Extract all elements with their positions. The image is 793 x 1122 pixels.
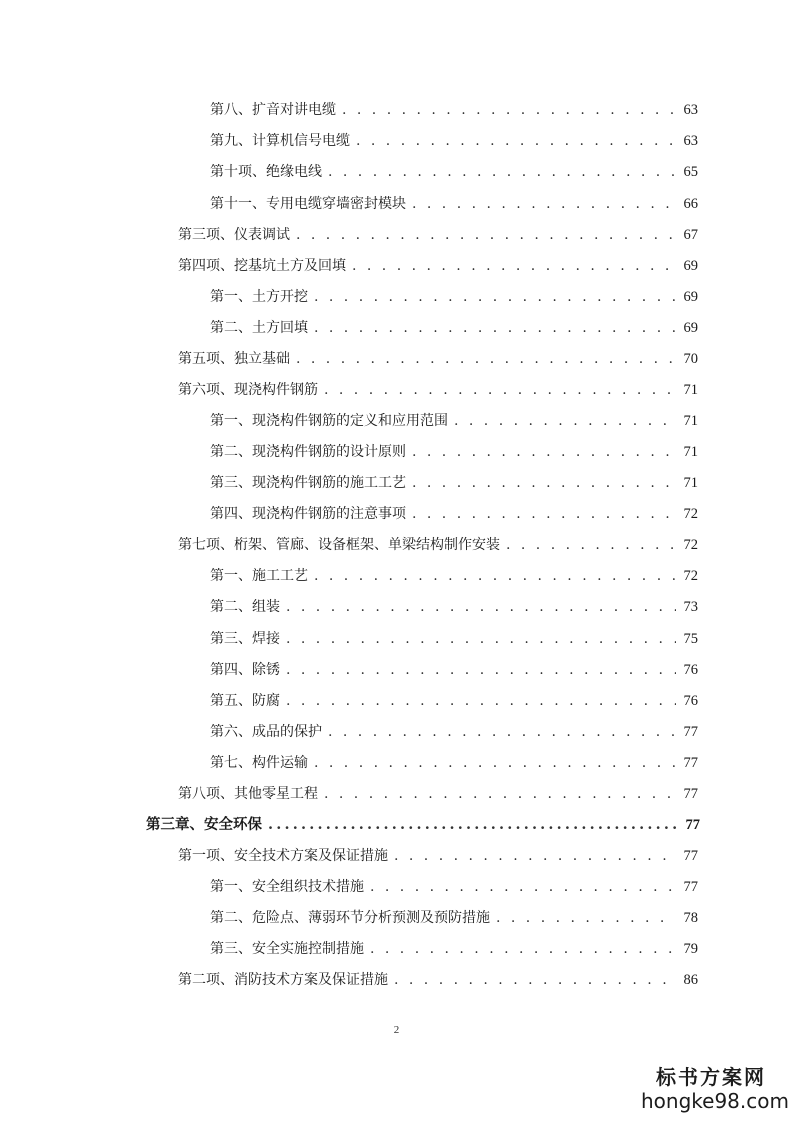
toc-entry-page: 75 bbox=[683, 631, 698, 647]
dot-leader bbox=[296, 225, 676, 245]
toc-entry-page: 69 bbox=[683, 320, 698, 336]
toc-entry-page: 72 bbox=[683, 506, 698, 522]
toc-entry-title: 第七项、桁架、管廊、设备框架、单梁结构制作安装 bbox=[178, 537, 500, 553]
toc-entry-title: 第六项、现浇构件钢筋 bbox=[178, 382, 318, 398]
toc-entry[interactable] bbox=[210, 877, 698, 897]
toc-entry[interactable] bbox=[210, 753, 698, 773]
toc-entry-title: 第十一、专用电缆穿墙密封模块 bbox=[210, 196, 406, 212]
dot-leader bbox=[286, 691, 676, 711]
toc-entry[interactable] bbox=[210, 660, 698, 680]
toc-entry-page: 71 bbox=[683, 413, 698, 429]
toc-entry-title: 第一、土方开挖 bbox=[210, 289, 308, 305]
toc-entry-page: 66 bbox=[683, 196, 698, 212]
toc-entry-page: 77 bbox=[683, 848, 698, 864]
toc-entry-title: 第七、构件运输 bbox=[210, 755, 308, 771]
toc-entry-page: 77 bbox=[685, 817, 700, 833]
dot-leader bbox=[412, 473, 676, 493]
dot-leader bbox=[314, 753, 676, 773]
toc-entry-page: 72 bbox=[683, 537, 698, 553]
toc-entry[interactable] bbox=[210, 442, 698, 462]
toc-entry[interactable] bbox=[178, 535, 698, 555]
toc-entry-title: 第二、危险点、薄弱环节分析预测及预防措施 bbox=[210, 910, 490, 926]
page-number: 2 bbox=[393, 1024, 400, 1036]
toc-entry-page: 77 bbox=[683, 879, 698, 895]
toc-entry[interactable] bbox=[210, 908, 698, 928]
toc-entry[interactable] bbox=[178, 225, 698, 245]
toc-entry-title: 第三、安全实施控制措施 bbox=[210, 941, 364, 957]
toc-entry[interactable] bbox=[210, 162, 698, 182]
dot-leader bbox=[356, 131, 676, 151]
toc-entry-title: 第二项、消防技术方案及保证措施 bbox=[178, 972, 388, 988]
toc-entry-page: 71 bbox=[683, 382, 698, 398]
toc-entry[interactable] bbox=[178, 349, 698, 369]
toc-entry-title: 第五、防腐 bbox=[210, 693, 280, 709]
toc-entry-title: 第三项、仪表调试 bbox=[178, 227, 290, 243]
toc-entry-page: 79 bbox=[683, 941, 698, 957]
toc-entry[interactable] bbox=[210, 566, 698, 586]
toc-entry[interactable] bbox=[210, 473, 698, 493]
toc-entry-title: 第九、计算机信号电缆 bbox=[210, 133, 350, 149]
dot-leader bbox=[412, 442, 676, 462]
dot-leader bbox=[394, 846, 676, 866]
toc-entry-title: 第一项、安全技术方案及保证措施 bbox=[178, 848, 388, 864]
dot-leader bbox=[412, 194, 676, 214]
dot-leader bbox=[412, 504, 676, 524]
toc-entry-title: 第二、组装 bbox=[210, 599, 280, 615]
toc-entry-title: 第五项、独立基础 bbox=[178, 351, 290, 367]
toc-entry[interactable] bbox=[210, 597, 698, 617]
toc-entry-page: 63 bbox=[683, 102, 698, 118]
toc-entry-title: 第四、现浇构件钢筋的注意事项 bbox=[210, 506, 406, 522]
toc-entry-title: 第四项、挖基坑土方及回填 bbox=[178, 258, 346, 274]
dot-leader bbox=[454, 411, 676, 431]
dot-leader bbox=[342, 100, 676, 120]
toc-entry[interactable] bbox=[210, 287, 698, 307]
dot-leader bbox=[370, 939, 676, 959]
toc-entry-page: 71 bbox=[683, 475, 698, 491]
watermark-site-name: 标书方案网 bbox=[656, 1065, 766, 1089]
site-watermark bbox=[641, 1065, 789, 1113]
toc-entry-title: 第八项、其他零星工程 bbox=[178, 786, 318, 802]
toc-entry[interactable] bbox=[178, 380, 698, 400]
toc-entry-page: 65 bbox=[683, 164, 698, 180]
toc-entry[interactable] bbox=[178, 846, 698, 866]
toc-entry[interactable] bbox=[210, 629, 698, 649]
toc-entry[interactable] bbox=[210, 131, 698, 151]
dot-leader bbox=[370, 877, 676, 897]
dot-leader bbox=[268, 815, 678, 835]
toc-entry-title: 第二、现浇构件钢筋的设计原则 bbox=[210, 444, 406, 460]
toc-entry-title: 第一、安全组织技术措施 bbox=[210, 879, 364, 895]
toc-entry-page: 69 bbox=[683, 258, 698, 274]
dot-leader bbox=[506, 535, 676, 555]
toc-entry-page: 71 bbox=[683, 444, 698, 460]
toc-entry-title: 第一、施工工艺 bbox=[210, 568, 308, 584]
toc-entry[interactable] bbox=[210, 411, 698, 431]
toc-entry-title: 第六、成品的保护 bbox=[210, 724, 322, 740]
dot-leader bbox=[314, 287, 676, 307]
dot-leader bbox=[286, 660, 676, 680]
toc-entry[interactable] bbox=[178, 256, 698, 276]
dot-leader bbox=[352, 256, 676, 276]
toc-entry[interactable] bbox=[210, 691, 698, 711]
toc-entry-page: 77 bbox=[683, 786, 698, 802]
toc-entry-page: 69 bbox=[683, 289, 698, 305]
dot-leader bbox=[496, 908, 676, 928]
dot-leader bbox=[324, 784, 676, 804]
dot-leader bbox=[324, 380, 676, 400]
toc-entry-page: 78 bbox=[683, 910, 698, 926]
toc-entry[interactable] bbox=[210, 194, 698, 214]
dot-leader bbox=[286, 629, 676, 649]
dot-leader bbox=[314, 566, 676, 586]
toc-entry-page: 73 bbox=[683, 599, 698, 615]
toc-entry[interactable] bbox=[210, 939, 698, 959]
dot-leader bbox=[328, 722, 676, 742]
toc-entry-page: 67 bbox=[683, 227, 698, 243]
toc-entry-title: 第二、土方回填 bbox=[210, 320, 308, 336]
toc-entry[interactable] bbox=[210, 100, 698, 120]
toc-entry-title: 第三章、安全环保 bbox=[146, 816, 262, 833]
dot-leader bbox=[394, 970, 676, 990]
dot-leader bbox=[314, 318, 676, 338]
toc-entry-title: 第三、现浇构件钢筋的施工工艺 bbox=[210, 475, 406, 491]
toc-entry-page: 76 bbox=[683, 662, 698, 678]
toc-entry[interactable] bbox=[210, 722, 698, 742]
toc-entry-title: 第八、扩音对讲电缆 bbox=[210, 102, 336, 118]
toc-entry-page: 76 bbox=[683, 693, 698, 709]
toc-entry-page: 72 bbox=[683, 568, 698, 584]
toc-entry-title: 第十项、绝缘电线 bbox=[210, 164, 322, 180]
watermark-url: hongke98.com bbox=[641, 1089, 789, 1113]
toc-entry-page: 86 bbox=[683, 972, 698, 988]
dot-leader bbox=[296, 349, 676, 369]
toc-entry-page: 70 bbox=[683, 351, 698, 367]
toc-entry[interactable] bbox=[178, 784, 698, 804]
toc-entry[interactable] bbox=[210, 504, 698, 524]
toc-chapter-entry[interactable] bbox=[146, 815, 700, 835]
toc-entry[interactable] bbox=[178, 970, 698, 990]
toc-entry-page: 63 bbox=[683, 133, 698, 149]
dot-leader bbox=[328, 162, 676, 182]
toc-entry-title: 第一、现浇构件钢筋的定义和应用范围 bbox=[210, 413, 448, 429]
toc-entry-page: 77 bbox=[683, 755, 698, 771]
toc-entry[interactable] bbox=[210, 318, 698, 338]
dot-leader bbox=[286, 597, 676, 617]
toc-entry-page: 77 bbox=[683, 724, 698, 740]
toc-entry-title: 第四、除锈 bbox=[210, 662, 280, 678]
toc-entry-title: 第三、焊接 bbox=[210, 631, 280, 647]
